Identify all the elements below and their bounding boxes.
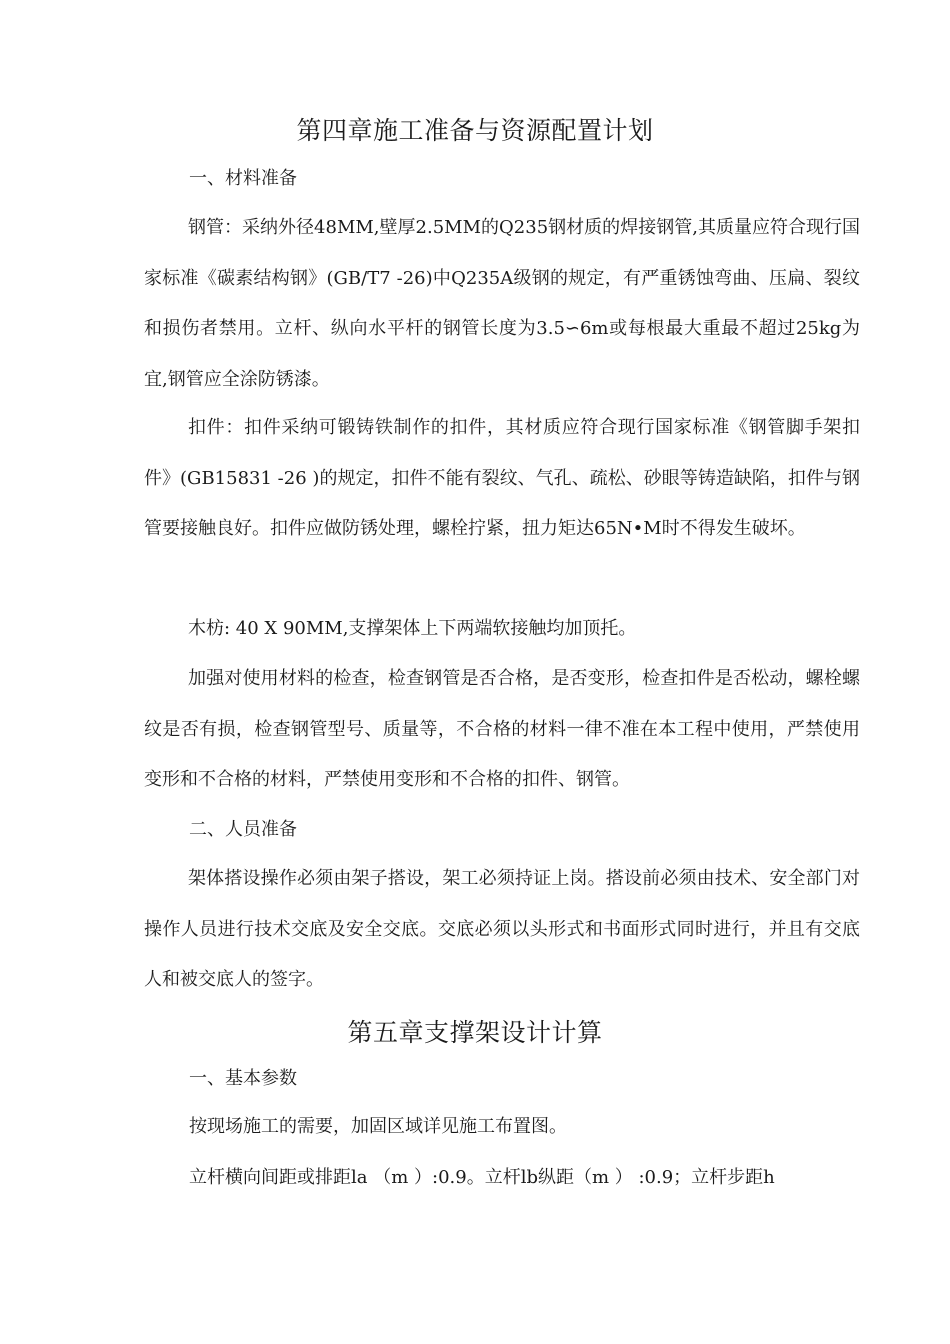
section-materials-heading: 一、材料准备 bbox=[189, 168, 297, 189]
paragraph-steel-pipe: 钢管：采纳外径48MM,壁厚2.5MM的Q235钢材质的焊接钢管,其质量应符合现行国家标准《碳素结构钢》(GB/T7 -26)中Q235A级钢的规定，有严重锈蚀弯曲、压扁、裂纹和损伤者禁用。立杆、纵向水平杆的钢管长度为3.5∽6m或每根最大重最不超过25kg为宜,钢管应全涂防锈漆。 bbox=[144, 217, 860, 390]
section-basic-params-heading: 一、基本参数 bbox=[189, 1068, 297, 1089]
paragraph-material-check: 加强对使用材料的检查，检查钢管是否合格，是否变形，检查扣件是否松动，螺栓螺纹是否有损，检查钢管型号、质量等，不合格的材料一律不准在本工程中使用，严禁使用变形和不合格的材料，严禁使用变形和不合格的扣件、钢管。 bbox=[144, 668, 860, 790]
chapter-4-title: 第四章施工准备与资源配置计划 bbox=[296, 116, 654, 145]
paragraph-params: 立杆横向间距或排距la （m ）:0.9。立杆lb纵距（m ） :0.9；立杆步距h bbox=[189, 1167, 775, 1188]
paragraph-fastener: 扣件：扣件采纳可锻铸铁制作的扣件，其材质应符合现行国家标准《钢管脚手架扣件》(GB15831 -26 )的规定，扣件不能有裂纹、气孔、疏松、砂眼等铸造缺陷，扣件与钢管要接触良好。扣件应做防锈处理，螺栓拧紧，扭力矩达65N•M时不得发生破坏。 bbox=[144, 417, 860, 539]
paragraph-staff: 架体搭设操作必须由架子搭设，架工必须持证上岗。搭设前必须由技术、安全部门对操作人员进行技术交底及安全交底。交底必须以头形式和书面形式同时进行，并且有交底人和被交底人的签字。 bbox=[144, 868, 860, 990]
paragraph-area: 按现场施工的需要，加固区域详见施工布置图。 bbox=[189, 1116, 567, 1137]
paragraph-timber: 木枋: 40 X 90MM,支撑架体上下两端软接触均加顶托。 bbox=[188, 618, 637, 639]
chapter-5-title: 第五章支撑架设计计算 bbox=[347, 1018, 603, 1047]
section-staff-heading: 二、人员准备 bbox=[189, 819, 297, 840]
